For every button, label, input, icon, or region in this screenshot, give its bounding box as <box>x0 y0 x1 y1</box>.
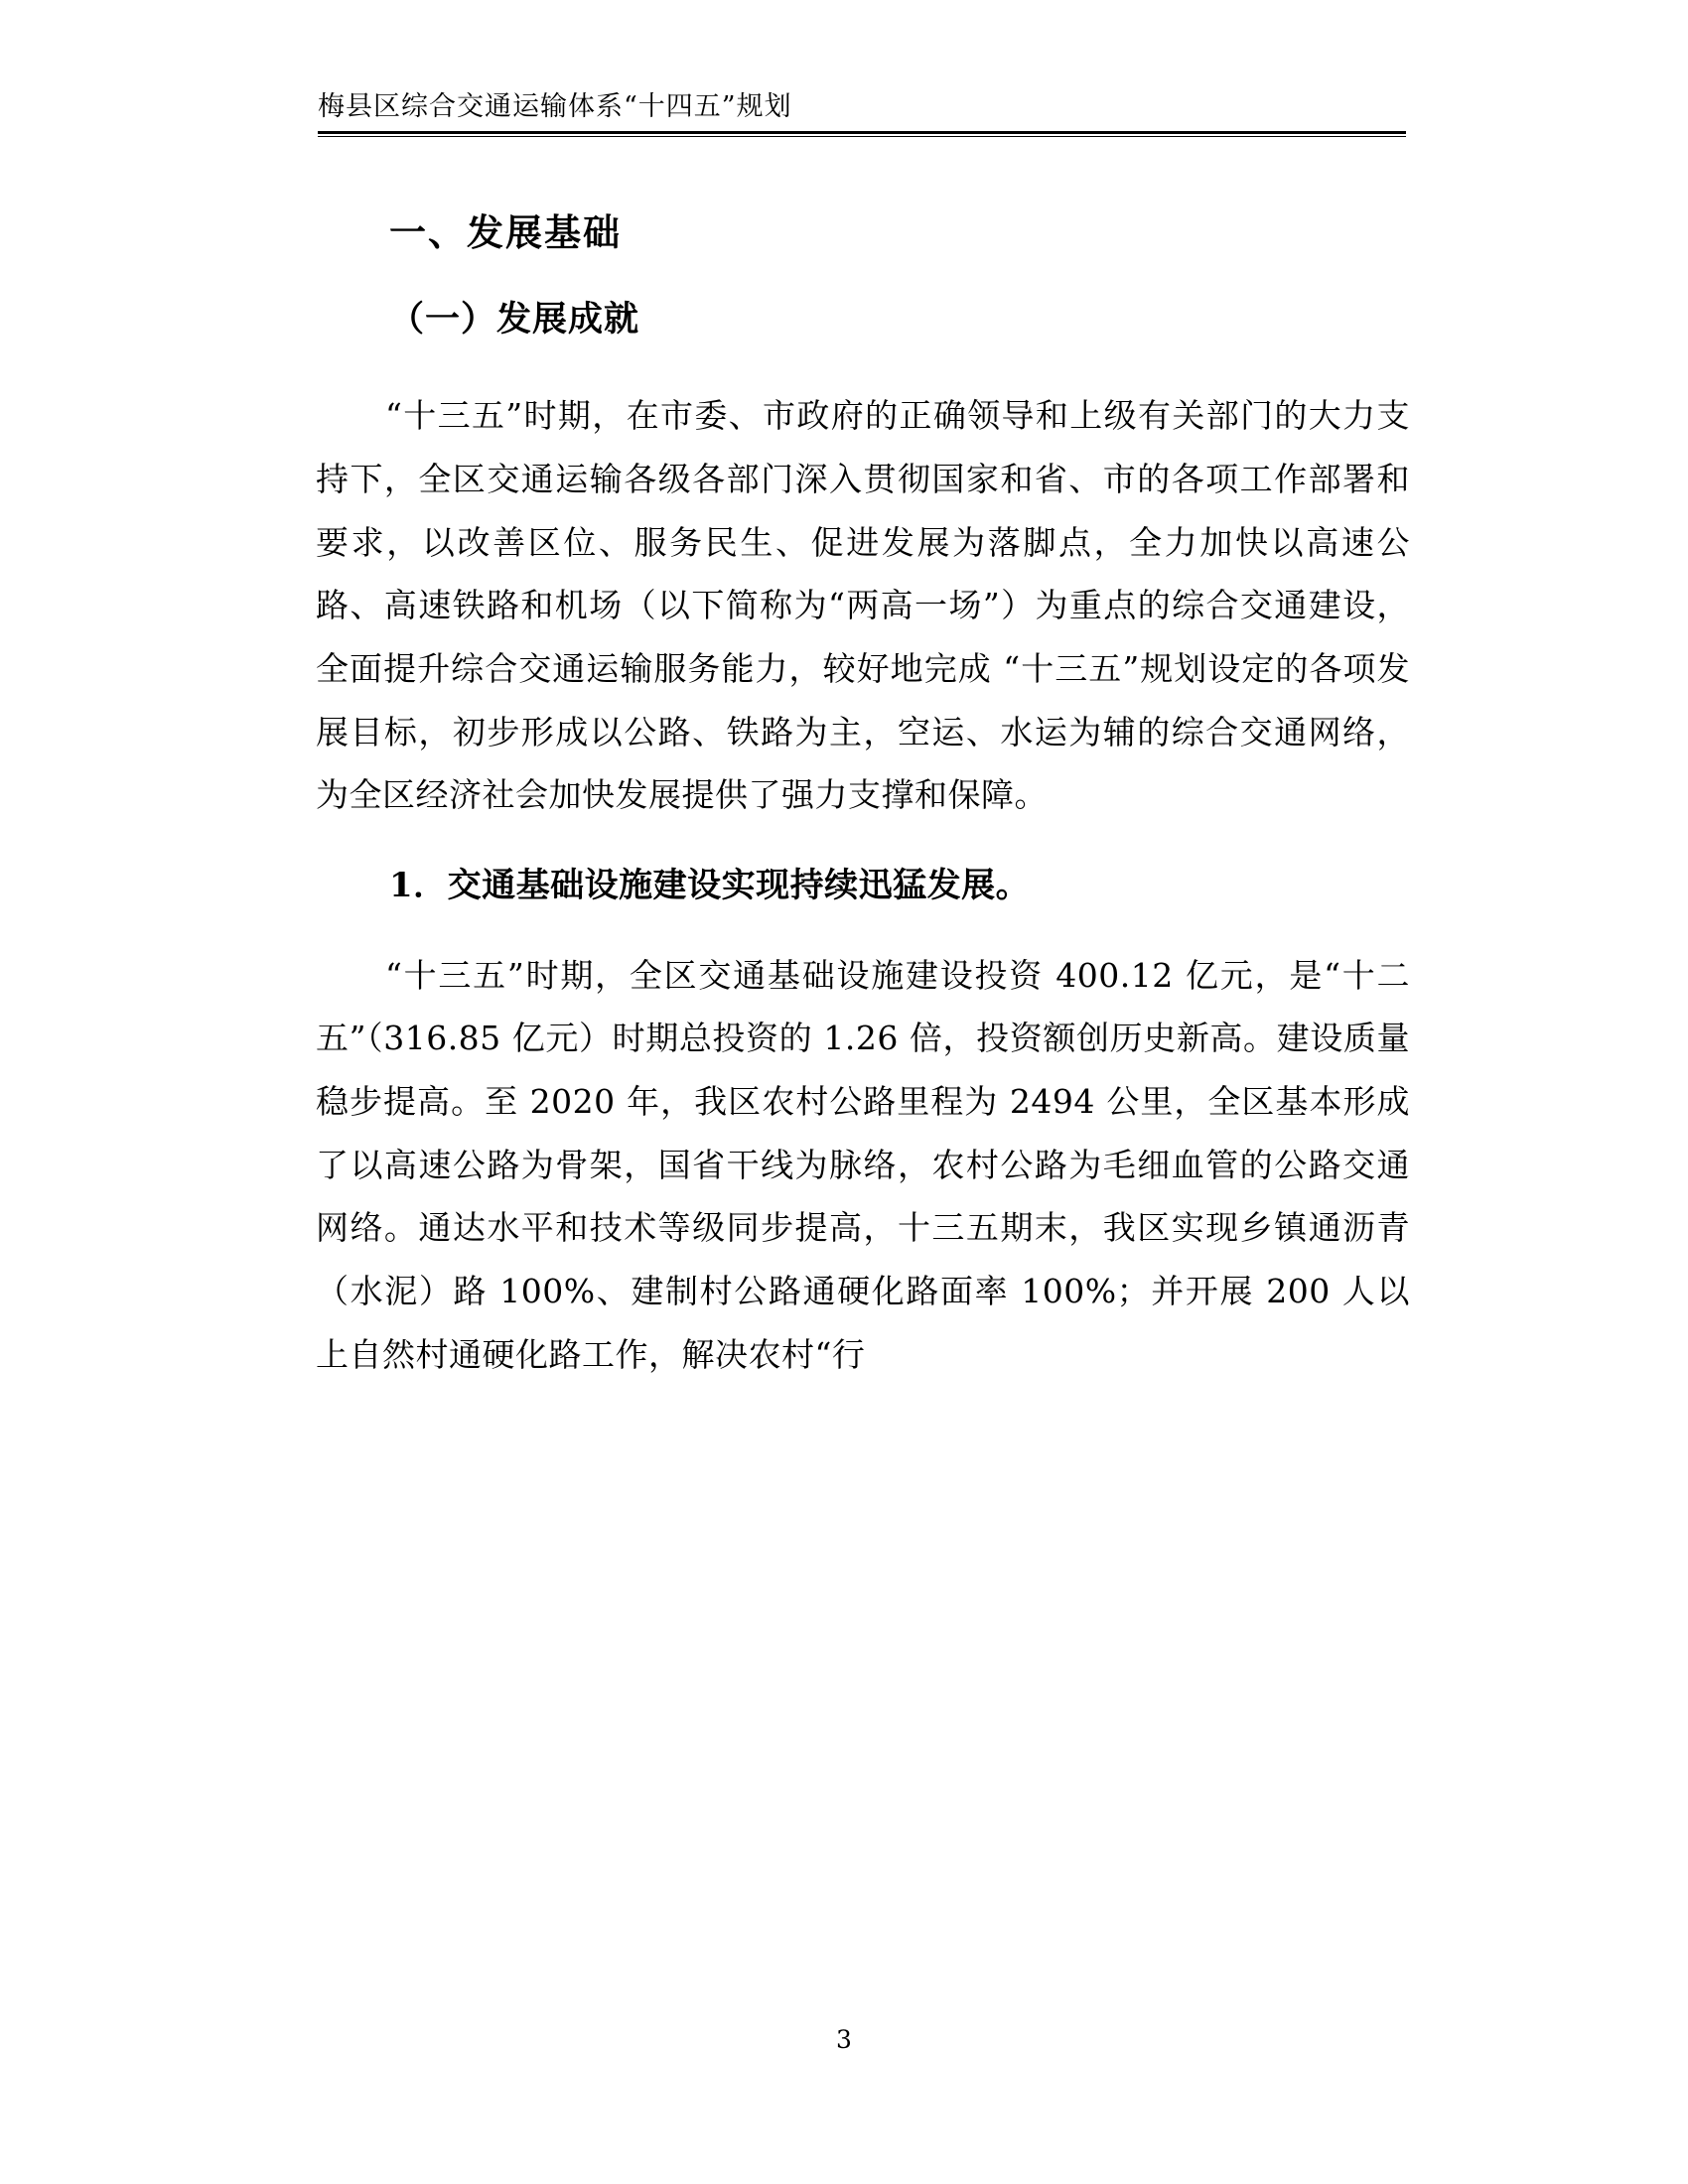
document-body <box>316 208 1410 1416</box>
section-heading-level2: （一）发展成就 <box>389 298 640 340</box>
header-rule-thick <box>318 131 1406 134</box>
page-header <box>318 91 1406 137</box>
header-rule-thin <box>318 136 1406 137</box>
header-title: 梅县区综合交通运输体系“十四五”规划 <box>318 91 792 122</box>
paragraph-1: “十三五”时期，在市委、市政府的正确领导和上级有关部门的大力支持下，全区交通运输各级各部门深入贯彻国家和省、市的各项工作部署和要求，以改善区位、服务民生、促进发展为落脚点，全力加快以高速公路、高速铁路和机场（以下简称为“两高一场”）为重点的综合交通建设，全面提升综合交通运输服务能力，较好地完成 “十三五”规划设定的各项发展目标，初步形成以公路、铁路为主，空运、水运为辅的综合交通网络，为全区经济社会加快发展提供了强力支撑和保障。 <box>316 396 1410 815</box>
section-heading-level3: 1．交通基础设施建设实现持续迅猛发展。 <box>389 866 1031 905</box>
paragraph-2: “十三五”时期，全区交通基础设施建设投资 400.12 亿元，是“十二五”（316.85 亿元）时期总投资的 1.26 倍，投资额创历史新高。建设质量稳步提高。至 2020 年，我区农村公路里程为 2494 公里，全区基本形成了以高速公路为骨架，国省干线为脉络，农村公路为毛细血管的公路交通网络。通达水平和技术等级同步提高，十三五期末，我区实现乡镇通沥青（水泥）路 100%、建制村公路通硬化路面率 100%；并开展 200 人以上自然村通硬化路工作，解决农村“行 <box>316 955 1410 1374</box>
page-number: 3 <box>836 2025 852 2054</box>
section-heading-level1: 一、发展基础 <box>389 210 622 254</box>
